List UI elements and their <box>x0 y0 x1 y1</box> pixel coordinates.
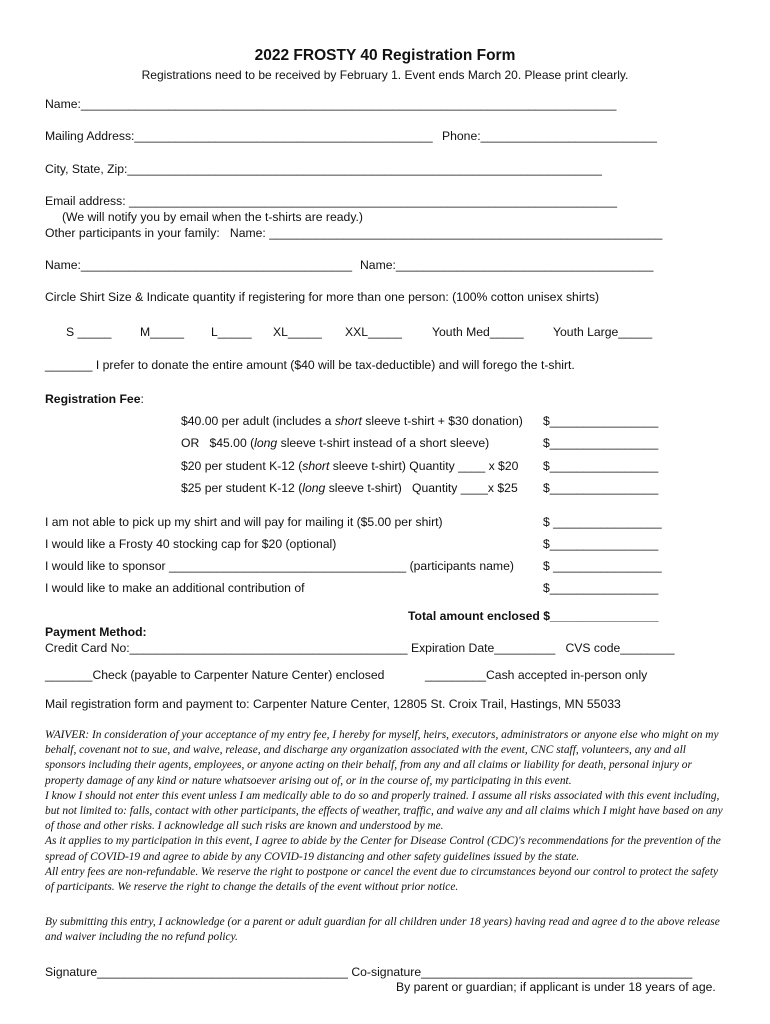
email-field[interactable]: Email address: ________________________________________________________________________ <box>45 194 618 208</box>
waiver-paragraph-1-text: : In consideration of your acceptance of my entry fee, I hereby for myself, heirs, executors, administrators or anyone else who might on my behalf, covenant not to sue, and waive, release, and discharge any organization associated with the event, CNC staff, volunteers, any and all sponsors including their agents, employees, or anyone acting on their behalf, from any and all claims or liability for death, personal injury or property damage of any kind or nature whatsoever arising out of, or in the course of, my participating in this event. <box>45 729 719 787</box>
name-field[interactable]: Name:_______________________________________________________________________________ <box>45 97 617 111</box>
shirt-size-m[interactable]: M_____ <box>140 325 185 339</box>
fee-row-emphasis: short <box>302 459 330 473</box>
waiver-text <box>45 728 725 895</box>
extra-sponsor-amount[interactable]: $ ________________ <box>543 559 662 573</box>
fee-row-adult-long <box>181 436 489 451</box>
shirt-instruction: Circle Shirt Size & Indicate quantity if registering for more than one person: (100% cotton unisex shirts) <box>45 290 600 304</box>
fee-amount-adult-short[interactable]: $________________ <box>543 414 659 428</box>
waiver-paragraph-3 <box>45 834 725 864</box>
waiver-paragraph-4-text: All entry fees are non-refundable. We reserve the right to postpone or cancel the event due to circumstances beyond our control to protect the safety of participants. We reserve the right to change the details of the event without prior notice. <box>45 865 719 894</box>
email-note: (We will notify you by email when the t-shirts are ready.) <box>62 210 363 224</box>
waiver-paragraph-4 <box>45 865 725 895</box>
registration-fee-label: Registration Fee <box>45 392 141 406</box>
acknowledgement-text <box>45 915 725 945</box>
fee-row-text: sleeve t-shirt + $30 donation) <box>361 414 523 428</box>
extra-contribution-label: I would like to make an additional contribution of <box>45 581 305 595</box>
fee-row-emphasis: short <box>334 414 362 428</box>
form-subtitle: Registrations need to be received by February 1. Event ends March 20. Please print clearly. <box>141 68 629 82</box>
fee-row-text: $25 per student K-12 ( <box>181 481 303 495</box>
extra-sponsor-label[interactable]: I would like to sponsor ___________________________________ (participants name) <box>45 559 514 573</box>
registration-fee-heading <box>45 392 144 407</box>
fee-row-adult-short <box>181 414 523 429</box>
fee-row-emphasis: long <box>302 481 326 495</box>
extra-mailing-amount[interactable]: $ ________________ <box>543 515 662 529</box>
shirt-size-xl[interactable]: XL_____ <box>273 325 322 339</box>
fee-row-text: sleeve t-shirt instead of a short sleeve) <box>277 436 490 450</box>
fee-row-emphasis: long <box>254 436 278 450</box>
mailing-address-field[interactable]: Mailing Address:____________________________________________ <box>45 129 433 143</box>
waiver-label: WAIVER <box>45 729 86 741</box>
form-title: 2022 FROSTY 40 Registration Form <box>254 47 516 64</box>
fee-row-text: OR $45.00 ( <box>181 436 255 450</box>
shirt-size-youth-med[interactable]: Youth Med_____ <box>432 325 524 339</box>
extra-cap-label: I would like a Frosty 40 stocking cap for $20 (optional) <box>45 537 337 551</box>
payment-method-heading: Payment Method: <box>45 625 147 639</box>
credit-card-field[interactable]: Credit Card No:_________________________________________ Expiration Date_________ CVS code________ <box>45 641 675 655</box>
fee-row-student-long <box>181 481 518 496</box>
fee-amount-student-short[interactable]: $________________ <box>543 459 659 473</box>
cash-option[interactable]: _________Cash accepted in-person only <box>425 668 648 682</box>
fee-row-text: sleeve t-shirt) Quantity ____ x $20 <box>329 459 519 473</box>
acknowledgement-paragraph: By submitting this entry, I acknowledge (or a parent or adult guardian for all children under 18 years) having read and agree d to the above release and waiver including the no refund policy. <box>45 916 720 944</box>
total-amount-field[interactable]: Total amount enclosed $________________ <box>408 609 659 623</box>
waiver-paragraph-3-text: As it applies to my participation in this event, I agree to abide by the Center for Disease Control (CDC)'s recommendations for the prevention of the spread of COVID-19 and agree to abide by any COVID-19 distancing and other safety guidelines issued by the state. <box>45 835 721 863</box>
waiver-paragraph-2-text: I know I should not enter this event unless I am medically able to do so and properly trained. I assume all risks associated with this event including, but not limited to: falls, contact with other participants, the effects of weather, traffic, and waive any and all claims which I might have based on any of those and other risks. I acknowledge all such risks are known and understood by me. <box>45 789 723 833</box>
cosignature-note: By parent or guardian; if applicant is under 18 years of age. <box>396 980 716 994</box>
fee-amount-student-long[interactable]: $________________ <box>543 481 659 495</box>
participant-name-field-1[interactable]: Name:________________________________________ <box>45 258 353 272</box>
waiver-paragraph-1 <box>45 728 725 789</box>
registration-fee-colon: : <box>140 392 144 406</box>
fee-amount-adult-long[interactable]: $________________ <box>543 436 659 450</box>
fee-row-text: $20 per student K-12 ( <box>181 459 303 473</box>
signature-field[interactable]: Signature_____________________________________ Co-signature________________________________________ <box>45 965 693 979</box>
fee-row-text: $40.00 per adult (includes a <box>181 414 335 428</box>
fee-row-student-short <box>181 459 518 474</box>
donate-option[interactable]: _______ I prefer to donate the entire amount ($40 will be tax-deductible) and will forego the t-shirt. <box>45 358 575 372</box>
extra-contribution-amount[interactable]: $________________ <box>543 581 659 595</box>
participant-name-field-2[interactable]: Name:______________________________________ <box>360 258 654 272</box>
city-state-zip-field[interactable]: City, State, Zip:______________________________________________________________________ <box>45 162 602 176</box>
extra-mailing-label: I am not able to pick up my shirt and will pay for mailing it ($5.00 per shirt) <box>45 515 443 529</box>
waiver-paragraph-2 <box>45 789 725 835</box>
fee-row-text: sleeve t-shirt) Quantity ____x $25 <box>325 481 518 495</box>
mailing-instructions: Mail registration form and payment to: Carpenter Nature Center, 12805 St. Croix Trail, Hastings, MN 55033 <box>45 697 621 711</box>
shirt-size-xxl[interactable]: XXL_____ <box>345 325 402 339</box>
waiver-label-prefix <box>45 729 85 741</box>
shirt-size-s[interactable]: S _____ <box>66 325 112 339</box>
check-option[interactable]: _______Check (payable to Carpenter Nature Center) enclosed <box>45 668 385 682</box>
phone-field[interactable]: Phone:__________________________ <box>442 129 657 143</box>
shirt-size-youth-large[interactable]: Youth Large_____ <box>553 325 653 339</box>
other-participants-field[interactable]: Other participants in your family: Name: __________________________________________________________ <box>45 226 663 240</box>
shirt-size-l[interactable]: L_____ <box>211 325 252 339</box>
extra-cap-amount[interactable]: $________________ <box>543 537 659 551</box>
